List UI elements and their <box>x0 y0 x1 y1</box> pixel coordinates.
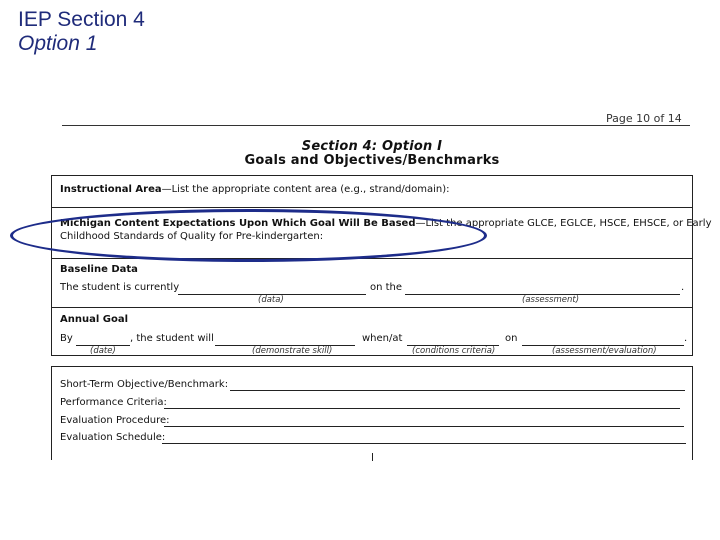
annual-goal-row <box>52 308 692 355</box>
michigan-text-line1: —List the appropriate GLCE, EGLCE, HSCE, EHSCE, or Early <box>415 218 712 229</box>
instructional-area-row <box>52 176 692 208</box>
objectives-section <box>51 366 693 460</box>
michigan-text-line2: Childhood Standards of Quality for Pre-kindergarten: <box>60 231 324 242</box>
section-subtitle: Goals and Objectives/Benchmarks <box>244 153 500 168</box>
page-number: Page 10 of 14 <box>606 112 682 125</box>
short-term-blank[interactable] <box>230 390 685 391</box>
michigan-label: Michigan Content Expectations Upon Which Goal Will Be Based <box>60 218 416 229</box>
baseline-on-the: on the <box>370 282 403 293</box>
header-rule <box>62 125 690 126</box>
instructional-area-label: Instructional Area <box>60 184 162 195</box>
performance-blank[interactable] <box>164 408 680 409</box>
caption-skill: (demonstrate skill) <box>252 346 333 356</box>
caption-date: (date) <box>90 346 116 356</box>
baseline-caption-data: (data) <box>258 295 284 305</box>
baseline-label: Baseline Data <box>60 264 138 275</box>
baseline-sentence-start: The student is currently <box>60 282 180 293</box>
procedure-label: Evaluation Procedure: <box>60 415 170 426</box>
baseline-caption-assessment: (assessment) <box>522 295 580 305</box>
annual-goal-end: . <box>684 333 688 344</box>
annual-goal-by: By <box>60 333 73 344</box>
annual-goal-when-at: when/at <box>362 333 403 344</box>
slide-title-line2: Option 1 <box>18 32 98 56</box>
baseline-end: . <box>681 282 685 293</box>
schedule-label: Evaluation Schedule: <box>60 432 166 443</box>
procedure-blank[interactable] <box>164 426 684 427</box>
performance-label: Performance Criteria: <box>60 397 167 408</box>
caption-assessment-evaluation: (assessment/evaluation) <box>552 346 657 356</box>
caption-conditions: (conditions criteria) <box>412 346 496 356</box>
slide-title-line1: IEP Section 4 <box>18 8 145 31</box>
goal-form-table <box>51 175 712 356</box>
annual-goal-on: on <box>505 333 518 344</box>
annual-goal-label: Annual Goal <box>60 314 129 325</box>
instructional-area-text: —List the appropriate content area (e.g., strand/domain): <box>161 184 450 195</box>
schedule-blank[interactable] <box>162 443 686 444</box>
annual-goal-student-will: , the student will <box>130 333 214 344</box>
section-title: Section 4: Option I <box>301 139 443 154</box>
highlight-oval <box>10 209 487 262</box>
baseline-row <box>52 259 692 308</box>
short-term-label: Short-Term Objective/Benchmark: <box>60 379 229 390</box>
cropped-divider-tick <box>372 453 373 461</box>
